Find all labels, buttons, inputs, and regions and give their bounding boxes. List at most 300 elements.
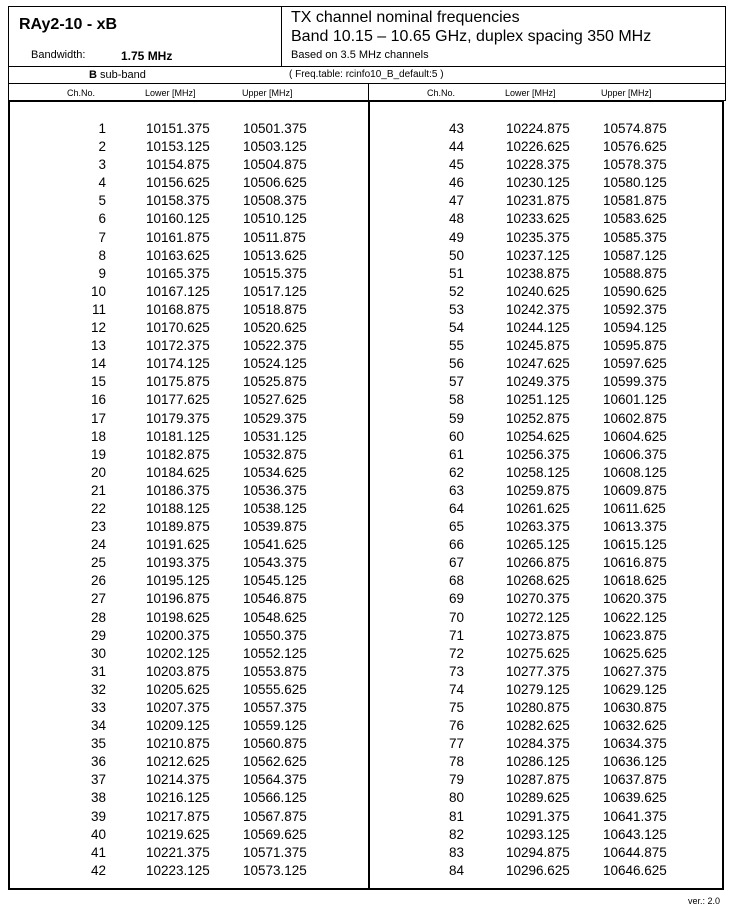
- channel-number: 67: [448, 555, 464, 571]
- lower-frequency: 10224.875: [506, 121, 570, 136]
- table-row: [10, 536, 366, 554]
- table-row: [370, 753, 724, 771]
- upper-frequency: 10632.625: [603, 718, 667, 734]
- upper-frequency: 10518.875: [243, 301, 307, 317]
- upper-frequency: 10587.125: [603, 247, 667, 263]
- channel-number: 72: [448, 645, 464, 661]
- lower-frequency: 10179.375: [146, 410, 210, 426]
- channel-number: 71: [448, 627, 464, 643]
- table-row: [370, 844, 724, 862]
- upper-frequency: 10571.375: [243, 844, 307, 860]
- lower-frequency: 10252.875: [506, 410, 570, 426]
- channel-number: 42: [90, 862, 106, 878]
- upper-frequency: 10553.875: [243, 663, 307, 679]
- freq-table-ref: ( Freq.table: rcinfo10_B_default:5 ): [289, 69, 444, 80]
- channel-number: 49: [448, 229, 464, 245]
- channel-number: 20: [90, 464, 106, 480]
- lower-frequency: 10210.875: [146, 736, 210, 752]
- upper-frequency: 10534.625: [243, 464, 307, 480]
- table-row: [10, 753, 366, 771]
- upper-frequency: 10609.875: [603, 482, 667, 498]
- table-row: [10, 247, 366, 265]
- upper-frequency: 10545.125: [243, 573, 307, 589]
- upper-frequency: 10620.375: [603, 591, 667, 607]
- lower-frequency: 10163.625: [146, 247, 210, 263]
- channel-number: 69: [448, 591, 464, 607]
- upper-frequency: 10504.875: [243, 157, 307, 173]
- channel-number: 80: [448, 790, 464, 806]
- lower-frequency: 10233.625: [506, 211, 570, 227]
- channel-number: 50: [448, 247, 464, 263]
- lower-frequency: 10156.625: [146, 175, 210, 191]
- channel-number: 26: [90, 573, 106, 589]
- table-row: [370, 862, 724, 880]
- lower-frequency: 10268.625: [506, 573, 570, 589]
- channel-number: 61: [448, 446, 464, 462]
- lower-frequency: 10238.875: [506, 265, 570, 281]
- upper-frequency: 10529.375: [243, 410, 307, 426]
- title-line-2: Band 10.15 – 10.65 GHz, duplex spacing 350 MHz: [291, 28, 652, 45]
- table-row: [10, 138, 366, 156]
- table-row: [370, 771, 724, 789]
- upper-frequency: 10578.375: [603, 157, 667, 173]
- table-row: [370, 536, 724, 554]
- subband-row: [8, 66, 726, 84]
- channel-number: 13: [90, 338, 106, 354]
- col-header-lower-right: Lower [MHz]: [505, 88, 556, 98]
- channel-number: 22: [90, 500, 106, 516]
- lower-frequency: 10217.875: [146, 808, 210, 824]
- channel-number: 59: [448, 410, 464, 426]
- upper-frequency: 10567.875: [243, 808, 307, 824]
- channel-number: 51: [448, 265, 464, 281]
- lower-frequency: 10191.625: [146, 537, 210, 553]
- channel-number: 28: [90, 609, 106, 625]
- channel-number: 21: [90, 482, 106, 498]
- lower-frequency: 10170.625: [146, 320, 210, 336]
- lower-frequency: 10245.875: [506, 338, 570, 354]
- table-row: [10, 301, 366, 319]
- lower-frequency: 10168.875: [146, 301, 210, 317]
- upper-frequency: 10562.625: [243, 754, 307, 770]
- channel-number: 33: [90, 700, 106, 715]
- upper-frequency: 10511.875: [243, 229, 306, 245]
- bandwidth-label: Bandwidth:: [31, 49, 86, 61]
- upper-frequency: 10574.875: [603, 121, 667, 136]
- lower-frequency: 10160.125: [146, 211, 210, 227]
- table-row: [10, 844, 366, 862]
- table-row: [370, 554, 724, 572]
- lower-frequency: 10289.625: [506, 790, 570, 806]
- upper-frequency: 10501.375: [243, 121, 307, 136]
- lower-frequency: 10198.625: [146, 609, 210, 625]
- table-row: [370, 283, 724, 301]
- table-row: [370, 210, 724, 228]
- lower-frequency: 10174.125: [146, 356, 210, 372]
- subband-letter: B: [89, 69, 97, 81]
- table-row: [370, 663, 724, 681]
- table-row: [370, 373, 724, 391]
- lower-frequency: 10279.125: [506, 681, 570, 697]
- table-row: [10, 500, 366, 518]
- col-header-lower-left: Lower [MHz]: [145, 88, 196, 98]
- lower-frequency: 10231.875: [506, 193, 570, 209]
- channel-number: 79: [448, 772, 464, 788]
- upper-frequency: 10595.875: [603, 338, 667, 354]
- table-row: [370, 735, 724, 753]
- table-row: [10, 391, 366, 409]
- channel-number: 44: [448, 139, 464, 155]
- channel-number: 27: [90, 591, 106, 607]
- upper-frequency: 10503.125: [243, 139, 307, 155]
- channel-number: 25: [90, 555, 106, 571]
- upper-frequency: 10599.375: [603, 374, 667, 390]
- table-row: [10, 337, 366, 355]
- col-header-upper-left: Upper [MHz]: [242, 88, 293, 98]
- lower-frequency: 10277.375: [506, 663, 570, 679]
- lower-frequency: 10251.125: [506, 392, 570, 408]
- channel-number: 3: [98, 157, 106, 173]
- table-row: [10, 446, 366, 464]
- upper-frequency: 10517.125: [243, 283, 307, 299]
- lower-frequency: 10153.125: [146, 139, 210, 155]
- lower-frequency: 10202.125: [146, 645, 210, 661]
- table-row: [10, 192, 366, 210]
- table-row: [370, 808, 724, 826]
- lower-frequency: 10266.875: [506, 555, 570, 571]
- table-row: [370, 826, 724, 844]
- upper-frequency: 10548.625: [243, 609, 307, 625]
- upper-frequency: 10524.125: [243, 356, 307, 372]
- channel-number: 43: [448, 121, 464, 136]
- table-row: [10, 428, 366, 446]
- channel-number: 78: [448, 754, 464, 770]
- title-line-3: Based on 3.5 MHz channels: [291, 49, 429, 61]
- upper-frequency: 10510.125: [243, 211, 307, 227]
- lower-frequency: 10244.125: [506, 320, 570, 336]
- channel-number: 31: [90, 663, 106, 679]
- channel-number: 63: [448, 482, 464, 498]
- upper-frequency: 10643.125: [603, 826, 667, 842]
- table-row: [10, 210, 366, 228]
- channel-number: 77: [448, 736, 464, 752]
- channel-number: 19: [90, 446, 106, 462]
- table-row: [10, 699, 366, 717]
- lower-frequency: 10158.375: [146, 193, 210, 209]
- channel-number: 81: [448, 808, 464, 824]
- model-name: RAy2-10 - xB: [19, 16, 118, 33]
- channel-number: 58: [448, 392, 464, 408]
- col-header-upper-right: Upper [MHz]: [601, 88, 652, 98]
- upper-frequency: 10601.125: [603, 392, 667, 408]
- upper-frequency: 10618.625: [603, 573, 667, 589]
- channel-number: 39: [90, 808, 106, 824]
- channel-number: 48: [448, 211, 464, 227]
- channel-column-right: [370, 120, 724, 880]
- lower-frequency: 10261.625: [506, 500, 570, 516]
- lower-frequency: 10275.625: [506, 645, 570, 661]
- lower-frequency: 10293.125: [506, 826, 570, 842]
- table-row: [370, 482, 724, 500]
- lower-frequency: 10172.375: [146, 338, 210, 354]
- channel-number: 65: [448, 519, 464, 535]
- channel-number: 74: [448, 681, 464, 697]
- upper-frequency: 10520.625: [243, 320, 307, 336]
- upper-frequency: 10573.125: [243, 862, 307, 878]
- lower-frequency: 10230.125: [506, 175, 570, 191]
- lower-frequency: 10189.875: [146, 519, 210, 535]
- table-row: [370, 337, 724, 355]
- upper-frequency: 10564.375: [243, 772, 307, 788]
- channel-number: 30: [90, 645, 106, 661]
- channel-number: 34: [90, 718, 106, 734]
- lower-frequency: 10151.375: [146, 121, 210, 136]
- table-row: [10, 609, 366, 627]
- frequency-sheet: [8, 6, 726, 892]
- table-row: [10, 319, 366, 337]
- table-row: [10, 355, 366, 373]
- channel-number: 75: [448, 700, 464, 715]
- upper-frequency: 10580.125: [603, 175, 667, 191]
- lower-frequency: 10200.375: [146, 627, 210, 643]
- table-row: [370, 174, 724, 192]
- table-row: [370, 192, 724, 210]
- channel-table: [8, 100, 724, 890]
- table-row: [10, 120, 366, 138]
- table-row: [370, 590, 724, 608]
- lower-frequency: 10209.125: [146, 718, 210, 734]
- table-row: [10, 572, 366, 590]
- channel-number: 29: [90, 627, 106, 643]
- upper-frequency: 10644.875: [603, 844, 667, 860]
- upper-frequency: 10625.625: [603, 645, 667, 661]
- table-row: [10, 265, 366, 283]
- upper-frequency: 10636.125: [603, 754, 667, 770]
- lower-frequency: 10196.875: [146, 591, 210, 607]
- channel-number: 9: [98, 265, 106, 281]
- upper-frequency: 10616.875: [603, 555, 667, 571]
- channel-number: 40: [90, 826, 106, 842]
- upper-frequency: 10559.125: [243, 718, 307, 734]
- table-row: [10, 735, 366, 753]
- lower-frequency: 10181.125: [146, 428, 210, 444]
- channel-number: 38: [90, 790, 106, 806]
- upper-frequency: 10627.375: [603, 663, 667, 679]
- channel-number: 57: [448, 374, 464, 390]
- table-row: [370, 428, 724, 446]
- lower-frequency: 10212.625: [146, 754, 210, 770]
- table-row: [10, 156, 366, 174]
- channel-number: 14: [90, 356, 106, 372]
- lower-frequency: 10240.625: [506, 283, 570, 299]
- lower-frequency: 10270.375: [506, 591, 570, 607]
- upper-frequency: 10641.375: [603, 808, 667, 824]
- upper-frequency: 10611.625: [603, 500, 666, 516]
- upper-frequency: 10532.875: [243, 446, 307, 462]
- lower-frequency: 10154.875: [146, 157, 210, 173]
- channel-number: 45: [448, 157, 464, 173]
- lower-frequency: 10259.875: [506, 482, 570, 498]
- table-row: [370, 500, 724, 518]
- table-row: [10, 590, 366, 608]
- lower-frequency: 10177.625: [146, 392, 210, 408]
- upper-frequency: 10581.875: [603, 193, 667, 209]
- upper-frequency: 10646.625: [603, 862, 667, 878]
- channel-number: 60: [448, 428, 464, 444]
- table-row: [10, 627, 366, 645]
- table-row: [370, 391, 724, 409]
- lower-frequency: 10195.125: [146, 573, 210, 589]
- table-row: [370, 319, 724, 337]
- lower-frequency: 10219.625: [146, 826, 210, 842]
- table-row: [10, 826, 366, 844]
- upper-frequency: 10557.375: [243, 700, 307, 715]
- table-row: [10, 789, 366, 807]
- lower-frequency: 10228.375: [506, 157, 570, 173]
- table-row: [370, 120, 724, 138]
- lower-frequency: 10258.125: [506, 464, 570, 480]
- subband-text: sub-band: [96, 69, 146, 81]
- upper-frequency: 10613.375: [603, 519, 667, 535]
- channel-number: 8: [98, 247, 106, 263]
- channel-number: 37: [90, 772, 106, 788]
- lower-frequency: 10221.375: [146, 844, 210, 860]
- lower-frequency: 10247.625: [506, 356, 570, 372]
- upper-frequency: 10536.375: [243, 482, 307, 498]
- upper-frequency: 10602.875: [603, 410, 667, 426]
- channel-number: 56: [448, 356, 464, 372]
- lower-frequency: 10182.875: [146, 446, 210, 462]
- upper-frequency: 10531.125: [243, 428, 307, 444]
- lower-frequency: 10286.125: [506, 754, 570, 770]
- channel-number: 5: [98, 193, 106, 209]
- table-row: [370, 247, 724, 265]
- table-row: [370, 229, 724, 247]
- title-line-1: TX channel nominal frequencies: [291, 9, 520, 26]
- col-header-ch-right: Ch.No.: [427, 88, 456, 98]
- channel-number: 4: [98, 175, 106, 191]
- table-row: [370, 156, 724, 174]
- upper-frequency: 10508.375: [243, 193, 307, 209]
- channel-number: 18: [90, 428, 106, 444]
- lower-frequency: 10184.625: [146, 464, 210, 480]
- upper-frequency: 10552.125: [243, 645, 307, 661]
- lower-frequency: 10265.125: [506, 537, 570, 553]
- channel-number: 55: [448, 338, 464, 354]
- channel-number: 83: [448, 844, 464, 860]
- table-row: [370, 572, 724, 590]
- upper-frequency: 10576.625: [603, 139, 667, 155]
- col-header-ch-left: Ch.No.: [67, 88, 96, 98]
- table-row: [10, 771, 366, 789]
- lower-frequency: 10235.375: [506, 229, 570, 245]
- lower-frequency: 10205.625: [146, 681, 210, 697]
- table-row: [370, 627, 724, 645]
- upper-frequency: 10560.875: [243, 736, 307, 752]
- table-row: [370, 446, 724, 464]
- table-row: [370, 355, 724, 373]
- upper-frequency: 10594.125: [603, 320, 667, 336]
- table-row: [10, 681, 366, 699]
- bandwidth-value: 1.75 MHz: [121, 49, 173, 63]
- table-row: [10, 808, 366, 826]
- upper-frequency: 10592.375: [603, 301, 667, 317]
- channel-number: 70: [448, 609, 464, 625]
- lower-frequency: 10291.375: [506, 808, 570, 824]
- channel-number: 7: [98, 229, 106, 245]
- table-row: [10, 229, 366, 247]
- upper-frequency: 10566.125: [243, 790, 307, 806]
- lower-frequency: 10186.375: [146, 482, 210, 498]
- upper-frequency: 10608.125: [603, 464, 667, 480]
- lower-frequency: 10249.375: [506, 374, 570, 390]
- lower-frequency: 10226.625: [506, 139, 570, 155]
- channel-number: 23: [90, 519, 106, 535]
- channel-number: 62: [448, 464, 464, 480]
- upper-frequency: 10543.375: [243, 555, 307, 571]
- lower-frequency: 10237.125: [506, 247, 570, 263]
- channel-number: 12: [90, 320, 106, 336]
- header-divider: [281, 7, 282, 67]
- upper-frequency: 10541.625: [243, 537, 307, 553]
- lower-frequency: 10175.875: [146, 374, 210, 390]
- column-header-row: [8, 84, 726, 101]
- version-label: ver.: 2.0: [688, 896, 721, 906]
- lower-frequency: 10165.375: [146, 265, 210, 281]
- upper-frequency: 10629.125: [603, 681, 667, 697]
- table-row: [370, 609, 724, 627]
- upper-frequency: 10515.375: [243, 265, 307, 281]
- channel-number: 46: [448, 175, 464, 191]
- channel-number: 10: [90, 283, 106, 299]
- upper-frequency: 10525.875: [243, 374, 307, 390]
- table-row: [370, 138, 724, 156]
- lower-frequency: 10216.125: [146, 790, 210, 806]
- lower-frequency: 10284.375: [506, 736, 570, 752]
- channel-number: 52: [448, 283, 464, 299]
- upper-frequency: 10522.375: [243, 338, 307, 354]
- upper-frequency: 10597.625: [603, 356, 667, 372]
- channel-number: 82: [448, 826, 464, 842]
- lower-frequency: 10203.875: [146, 663, 210, 679]
- upper-frequency: 10590.625: [603, 283, 667, 299]
- table-row: [10, 482, 366, 500]
- channel-number: 47: [448, 193, 464, 209]
- table-row: [10, 464, 366, 482]
- table-row: [10, 554, 366, 572]
- lower-frequency: 10242.375: [506, 301, 570, 317]
- upper-frequency: 10637.875: [603, 772, 667, 788]
- channel-number: 76: [448, 718, 464, 734]
- table-row: [10, 717, 366, 735]
- table-row: [370, 410, 724, 428]
- lower-frequency: 10263.375: [506, 519, 570, 535]
- channel-number: 16: [90, 392, 106, 408]
- table-row: [10, 373, 366, 391]
- lower-frequency: 10296.625: [506, 862, 570, 878]
- lower-frequency: 10282.625: [506, 718, 570, 734]
- channel-number: 32: [90, 681, 106, 697]
- channel-number: 11: [91, 301, 106, 317]
- upper-frequency: 10538.125: [243, 500, 307, 516]
- upper-frequency: 10588.875: [603, 265, 667, 281]
- lower-frequency: 10193.375: [146, 555, 210, 571]
- lower-frequency: 10273.875: [506, 627, 570, 643]
- upper-frequency: 10630.875: [603, 700, 667, 715]
- channel-number: 36: [90, 754, 106, 770]
- channel-number: 66: [448, 537, 464, 553]
- channel-number: 53: [448, 301, 464, 317]
